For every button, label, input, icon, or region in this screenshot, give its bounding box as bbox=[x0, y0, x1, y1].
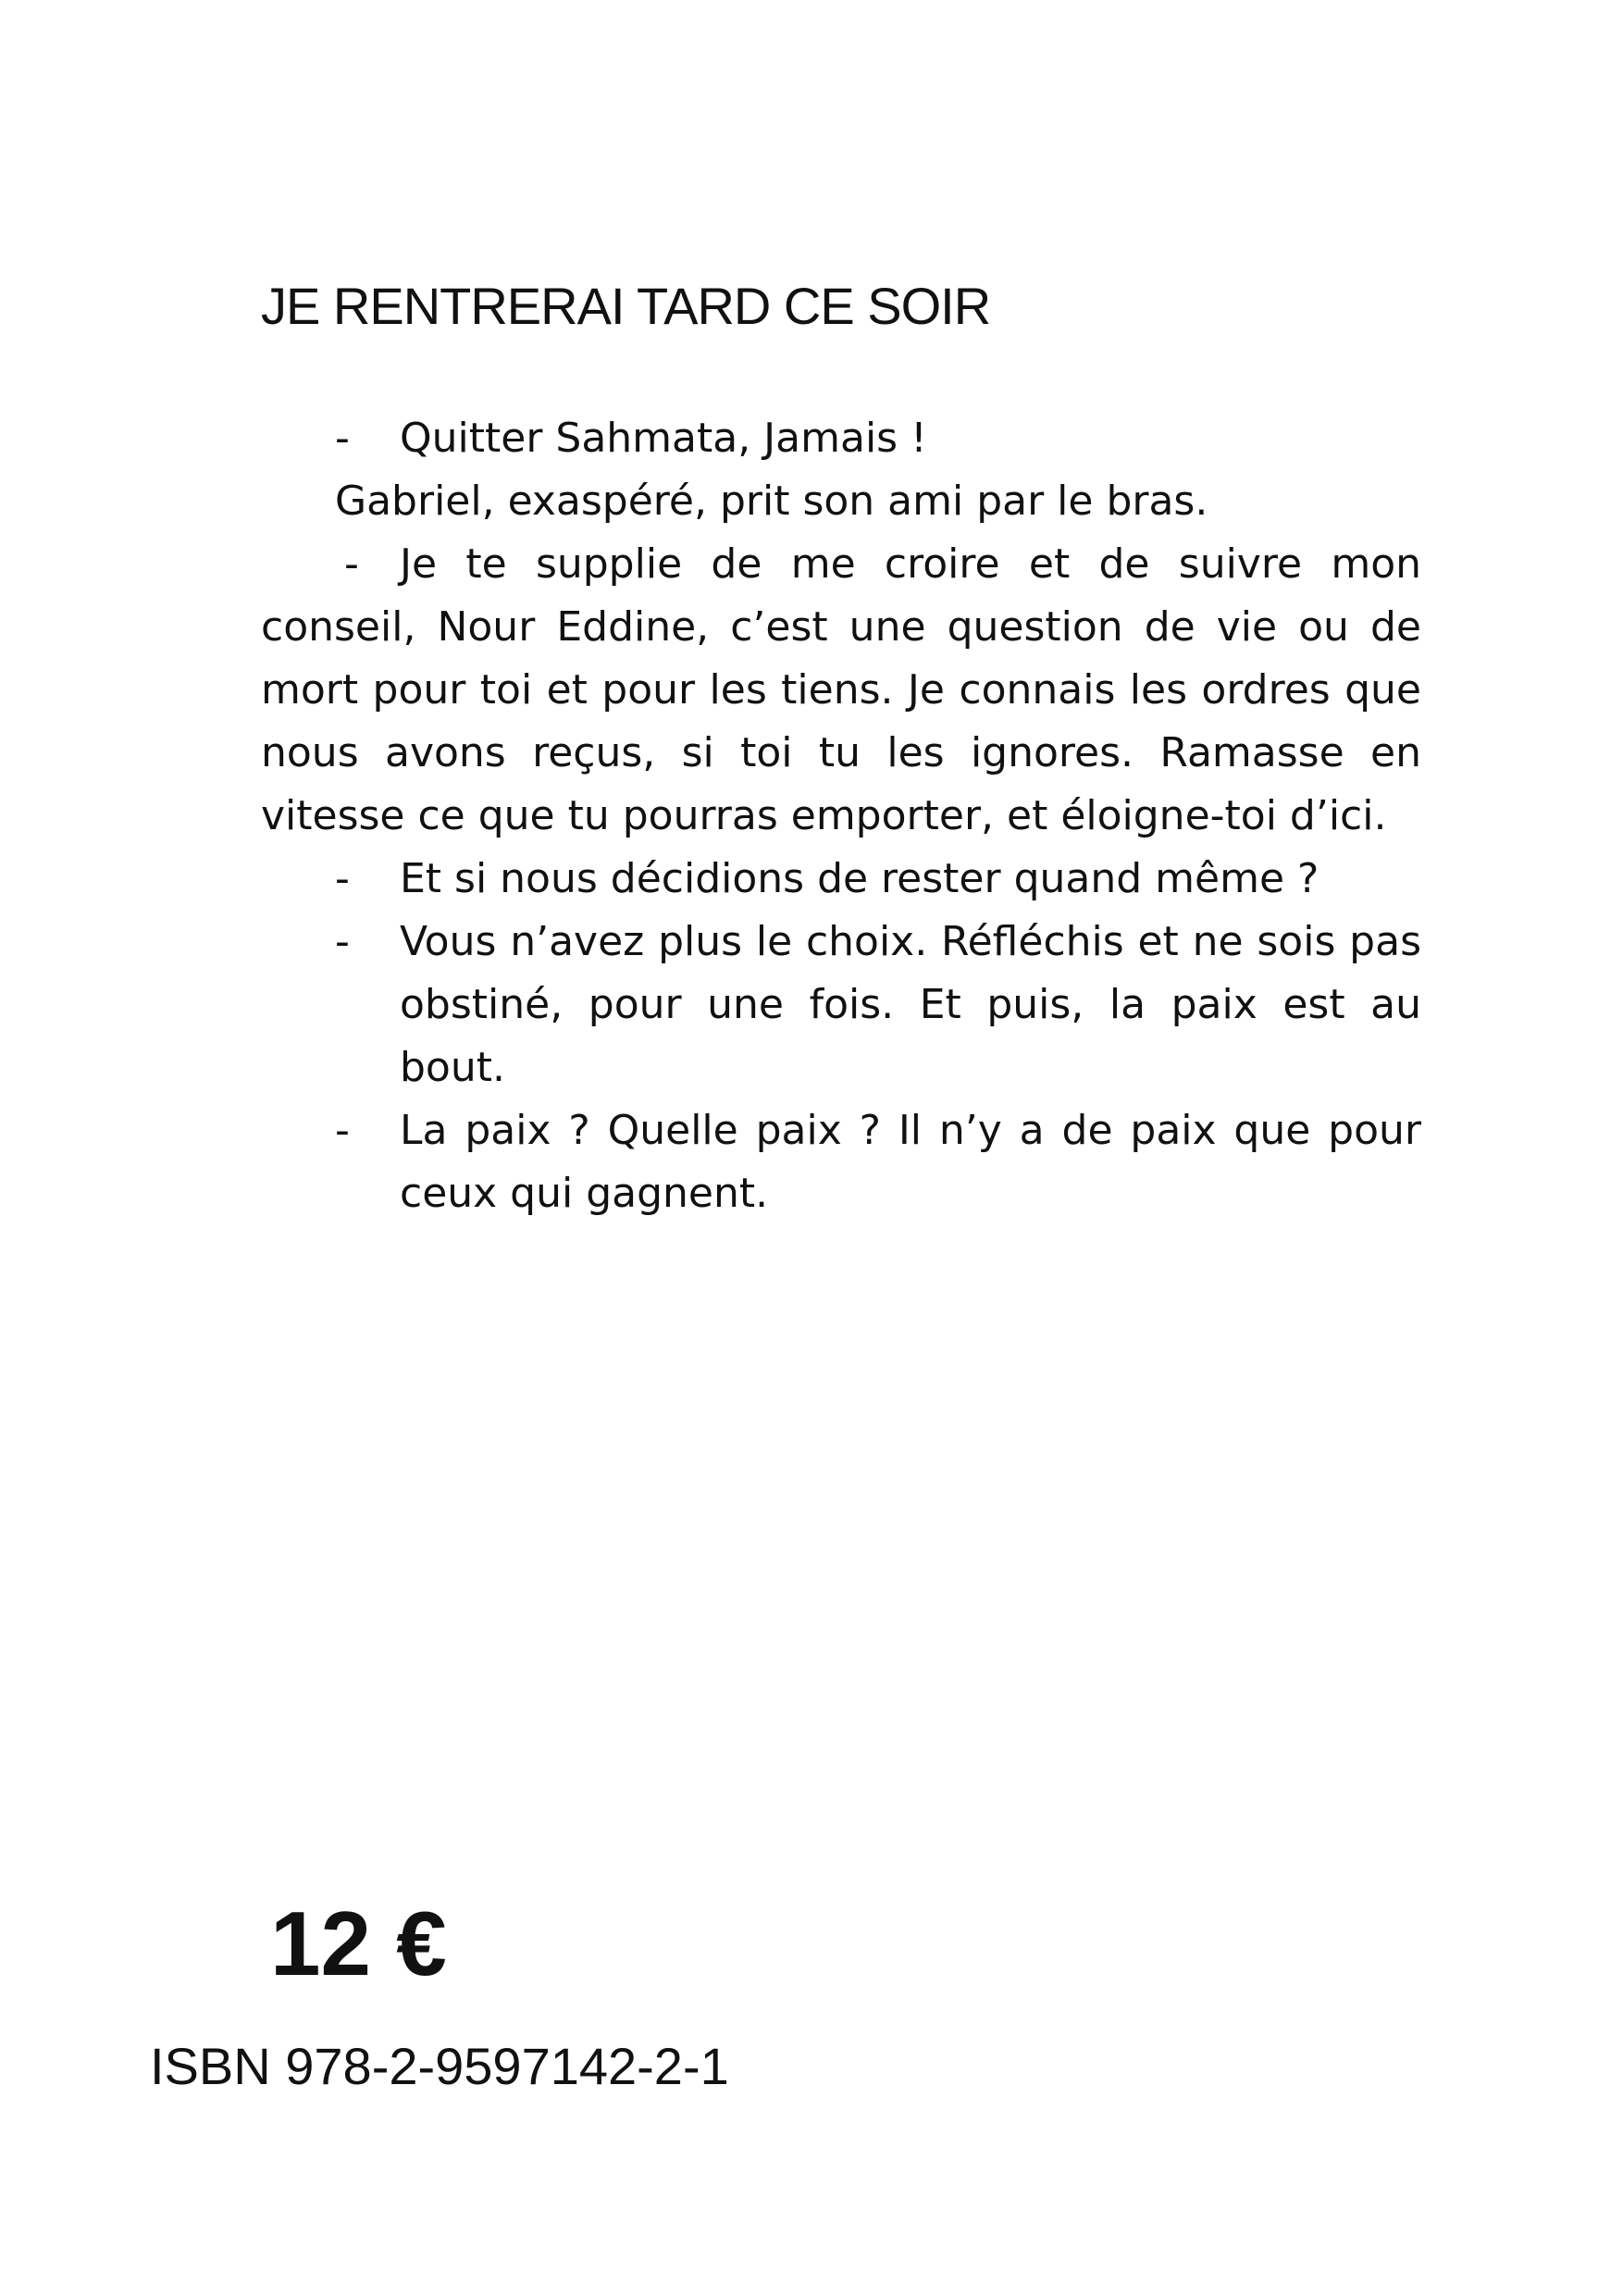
dialogue-line bbox=[335, 1099, 1421, 1225]
dialogue-paragraph bbox=[261, 533, 1421, 848]
narration-line: Gabriel, exaspéré, prit son ami par le bras. bbox=[335, 478, 1208, 525]
dialogue-dash: - bbox=[335, 415, 350, 462]
dialogue-line bbox=[335, 911, 1421, 1099]
dialogue-text: Je te supplie de me croire et de suivre mon conseil, Nour Eddine, c’est une question de vie ou de mort pour toi et pour les tiens. Je connais les ordres que nous avons reçus, si toi tu les ignores. Ramasse en vitesse ce que tu pourras emporter, et éloigne-toi d’ici. bbox=[261, 540, 1421, 839]
dialogue-text: Vous n’avez plus le choix. Réfléchis et ne sois pas obstiné, pour une fois. Et puis, la paix est au bout. bbox=[400, 918, 1421, 1091]
dialogue-dash: - bbox=[335, 1107, 350, 1154]
dialogue-line bbox=[335, 848, 1421, 911]
book-title: JE RENTRERAI TARD CE SOIR bbox=[261, 277, 991, 335]
dialogue-dash: - bbox=[335, 855, 350, 902]
isbn-label: ISBN 978-2-9597142-2-1 bbox=[150, 2037, 729, 2095]
dialogue-line bbox=[335, 407, 1421, 470]
excerpt-text bbox=[261, 407, 1421, 1225]
dialogue-dash: - bbox=[335, 918, 350, 965]
dialogue-dash: - bbox=[344, 540, 359, 588]
dialogue-text: La paix ? Quelle paix ? Il n’y a de paix que pour ceux qui gagnent. bbox=[400, 1107, 1421, 1217]
price-label: 12 € bbox=[270, 1893, 447, 1994]
dialogue-text: Quitter Sahmata, Jamais ! bbox=[400, 415, 927, 462]
dialogue-text: Et si nous décidions de rester quand même ? bbox=[400, 855, 1319, 902]
